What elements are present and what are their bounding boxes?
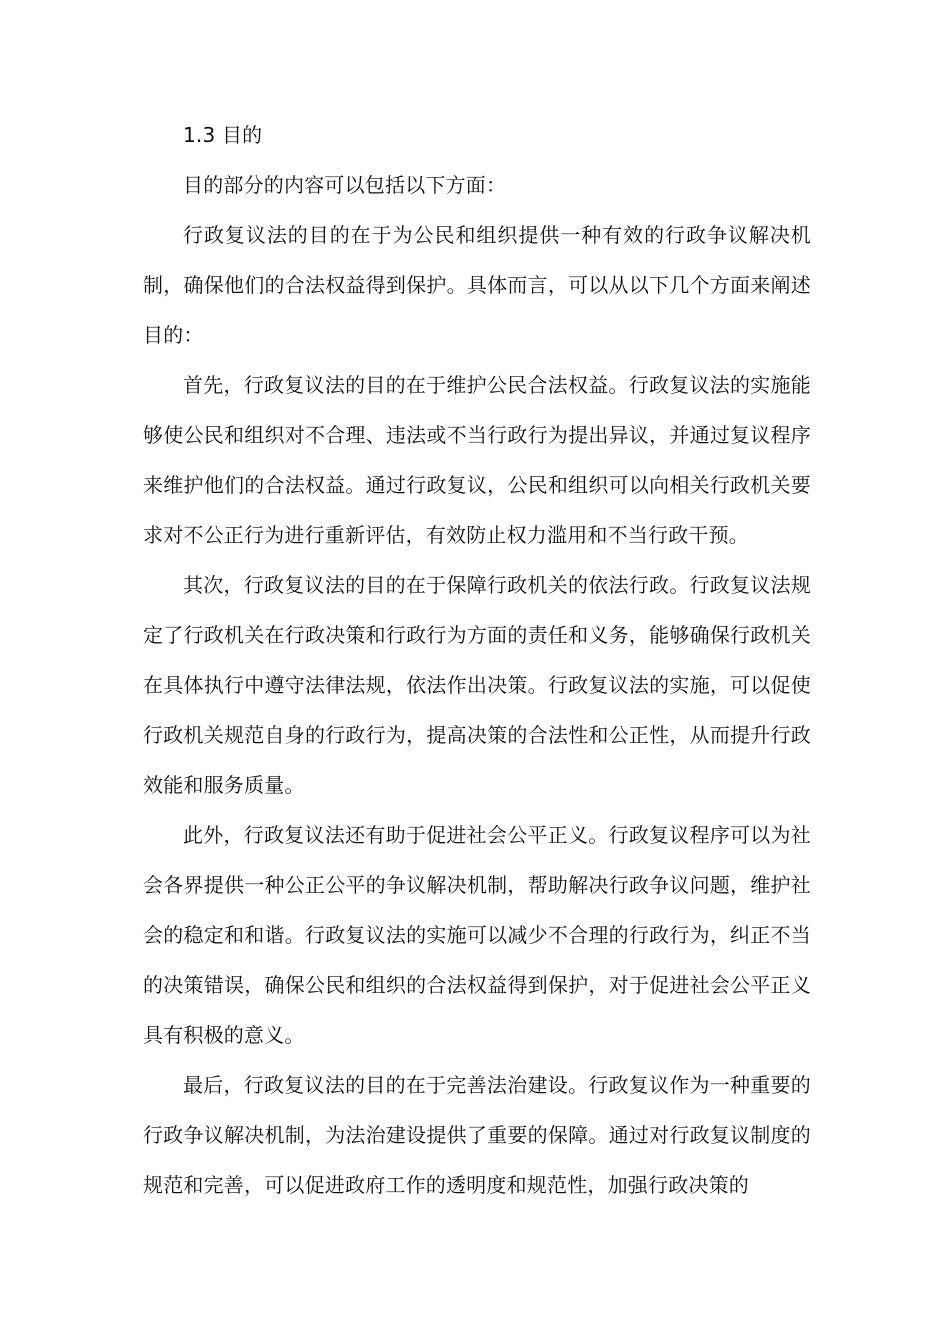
document-body: [143, 110, 811, 1210]
paragraph-additional: 此外，行政复议法还有助于促进社会公平正义。行政复议程序可以为社会各界提供一种公正公平的争议解决机制，帮助解决行政争议问题，维护社会的稳定和和谐。行政复议法的实施可以减少不合理的行政行为，纠正不当的决策错误，确保公民和组织的合法权益得到保护，对于促进社会公平正义具有积极的意义。: [143, 823, 811, 1047]
paragraph-second: 其次，行政复议法的目的在于保障行政机关的依法行政。行政复议法规定了行政机关在行政决策和行政行为方面的责任和义务，能够确保行政机关在具体执行中遵守法律法规，依法作出决策。行政复议法的实施，可以促使行政机关规范自身的行政行为，提高决策的合法性和公正性，从而提升行政效能和服务质量。: [143, 573, 811, 797]
paragraph-overview: 行政复议法的目的在于为公民和组织提供一种有效的行政争议解决机制，确保他们的合法权益得到保护。具体而言，可以从以下几个方面来阐述目的：: [143, 223, 811, 347]
paragraph-first: 首先，行政复议法的目的在于维护公民合法权益。行政复议法的实施能够使公民和组织对不合理、违法或不当行政行为提出异议，并通过复议程序来维护他们的合法权益。通过行政复议，公民和组织可以向相关行政机关要求对不公正行为进行重新评估，有效防止权力滥用和不当行政干预。: [143, 373, 811, 547]
section-heading: 1.3 目的: [183, 123, 263, 147]
paragraph-final: 最后，行政复议法的目的在于完善法治建设。行政复议作为一种重要的行政争议解决机制，为法治建设提供了重要的保障。通过对行政复议制度的规范和完善，可以促进政府工作的透明度和规范性，加强行政决策的: [143, 1073, 811, 1197]
intro-paragraph: 目的部分的内容可以包括以下方面：: [183, 173, 507, 197]
